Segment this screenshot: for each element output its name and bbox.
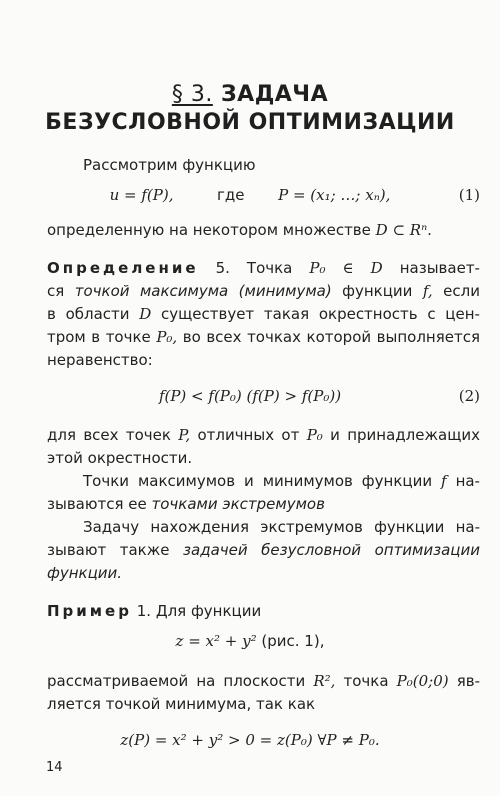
after-line-5: Задачу нахождения экстремумов функции на- <box>83 518 480 536</box>
example-line-2 <box>47 670 480 692</box>
definition-math-2: f, <box>422 282 433 300</box>
after-math-1a: P, <box>178 426 191 444</box>
section-heading-line1 <box>0 82 500 107</box>
after-text-1c: и принадлежащих <box>330 426 480 444</box>
example-math-2b: P₀(0;0) <box>396 672 449 690</box>
after-line-1 <box>47 424 480 446</box>
optimization-term: задачей безусловной оптимизации <box>183 541 480 559</box>
section-heading-line2: БЕЗУСЛОВНОЙ ОПТИМИЗАЦИИ <box>45 110 455 135</box>
extremum-term: точками экстремумов <box>151 495 325 513</box>
equation-1-number: (1) <box>458 186 480 204</box>
definition-text-2b: функции <box>342 282 413 300</box>
after-text-3a: Точки максимумов и минимумов функции <box>83 472 433 490</box>
definition-line-4 <box>47 326 480 348</box>
example-line-1 <box>47 600 480 622</box>
example-text-2c: яв- <box>456 672 480 690</box>
after-line-3 <box>83 470 480 492</box>
after-line-6 <box>47 539 480 561</box>
equation-2-number: (2) <box>458 387 480 405</box>
eq1-formula-a: u = f(P), <box>109 186 174 204</box>
example-eq-ref: (рис. 1), <box>261 632 325 650</box>
example-line-3: ляется точкой минимума, так как <box>47 695 316 713</box>
definition-number: 5. <box>215 259 230 277</box>
section-number: § 3. <box>171 82 213 107</box>
after-text-6a: зывают также <box>47 541 170 559</box>
example-final: z(P) = x² + y² > 0 = z(P₀) ∀P ≠ P₀. <box>120 731 380 749</box>
intro-text: Рассмотрим функцию <box>83 156 256 174</box>
example-number: 1. <box>136 602 152 620</box>
defined-on-line <box>47 219 480 241</box>
after-math-1b: P₀ <box>306 426 323 444</box>
definition-math-4: P₀, <box>156 328 178 346</box>
definition-text-1b: называет- <box>399 259 480 277</box>
defined-on-math: D ⊂ Rⁿ. <box>375 221 432 239</box>
page-number: 14 <box>46 760 63 775</box>
definition-label: Определение <box>47 259 199 277</box>
equation-1 <box>0 184 500 206</box>
example-final-equation <box>0 729 500 751</box>
after-text-4a: зываются ее <box>47 495 147 513</box>
example-math-2a: R², <box>313 672 336 690</box>
eq1-formula-b: P = (x₁; …; xₙ), <box>278 186 391 204</box>
definition-line-5: неравенство: <box>47 351 153 369</box>
heading-title-part1: ЗАДАЧА <box>221 82 329 107</box>
definition-text-2c: если <box>443 282 480 300</box>
definition-line-2 <box>47 280 480 302</box>
example-text-2b: точка <box>343 672 389 690</box>
after-text-1a: для всех точек <box>47 426 171 444</box>
definition-text-4b: во всех точках которой выполняется <box>182 328 480 346</box>
example-label: Пример <box>47 602 132 620</box>
definition-term: точкой максимума (минимума) <box>74 282 332 300</box>
eq2-formula: f(P) < f(P₀) (f(P) > f(P₀)) <box>158 387 342 405</box>
example-equation <box>0 630 500 652</box>
definition-line-3 <box>47 303 480 325</box>
example-text-2a: рассматриваемой на плоскости <box>47 672 306 690</box>
after-math-3: f <box>441 472 447 490</box>
after-line-7: функции. <box>47 564 123 582</box>
equation-2 <box>0 385 500 407</box>
definition-math-3: D <box>139 305 152 323</box>
example-text: Для функции <box>155 602 262 620</box>
defined-on-text: определенную на некотором множестве <box>47 221 371 239</box>
definition-line-1 <box>47 257 480 279</box>
eq1-where: где <box>217 186 245 204</box>
after-text-3b: на- <box>455 472 480 490</box>
definition-text-3b: существует такая окрестность с цен- <box>161 305 480 323</box>
definition-text-3a: в области <box>47 305 130 323</box>
definition-text-4a: тром в точке <box>47 328 151 346</box>
after-line-4 <box>47 493 480 515</box>
definition-text-2a: ся <box>47 282 65 300</box>
definition-text-1a: Точка <box>246 259 293 277</box>
after-line-2: этой окрестности. <box>47 449 193 467</box>
after-text-1b: отличных от <box>197 426 300 444</box>
example-eq: z = x² + y² <box>175 632 257 650</box>
definition-math-1: P₀ ∈ D <box>309 259 383 277</box>
